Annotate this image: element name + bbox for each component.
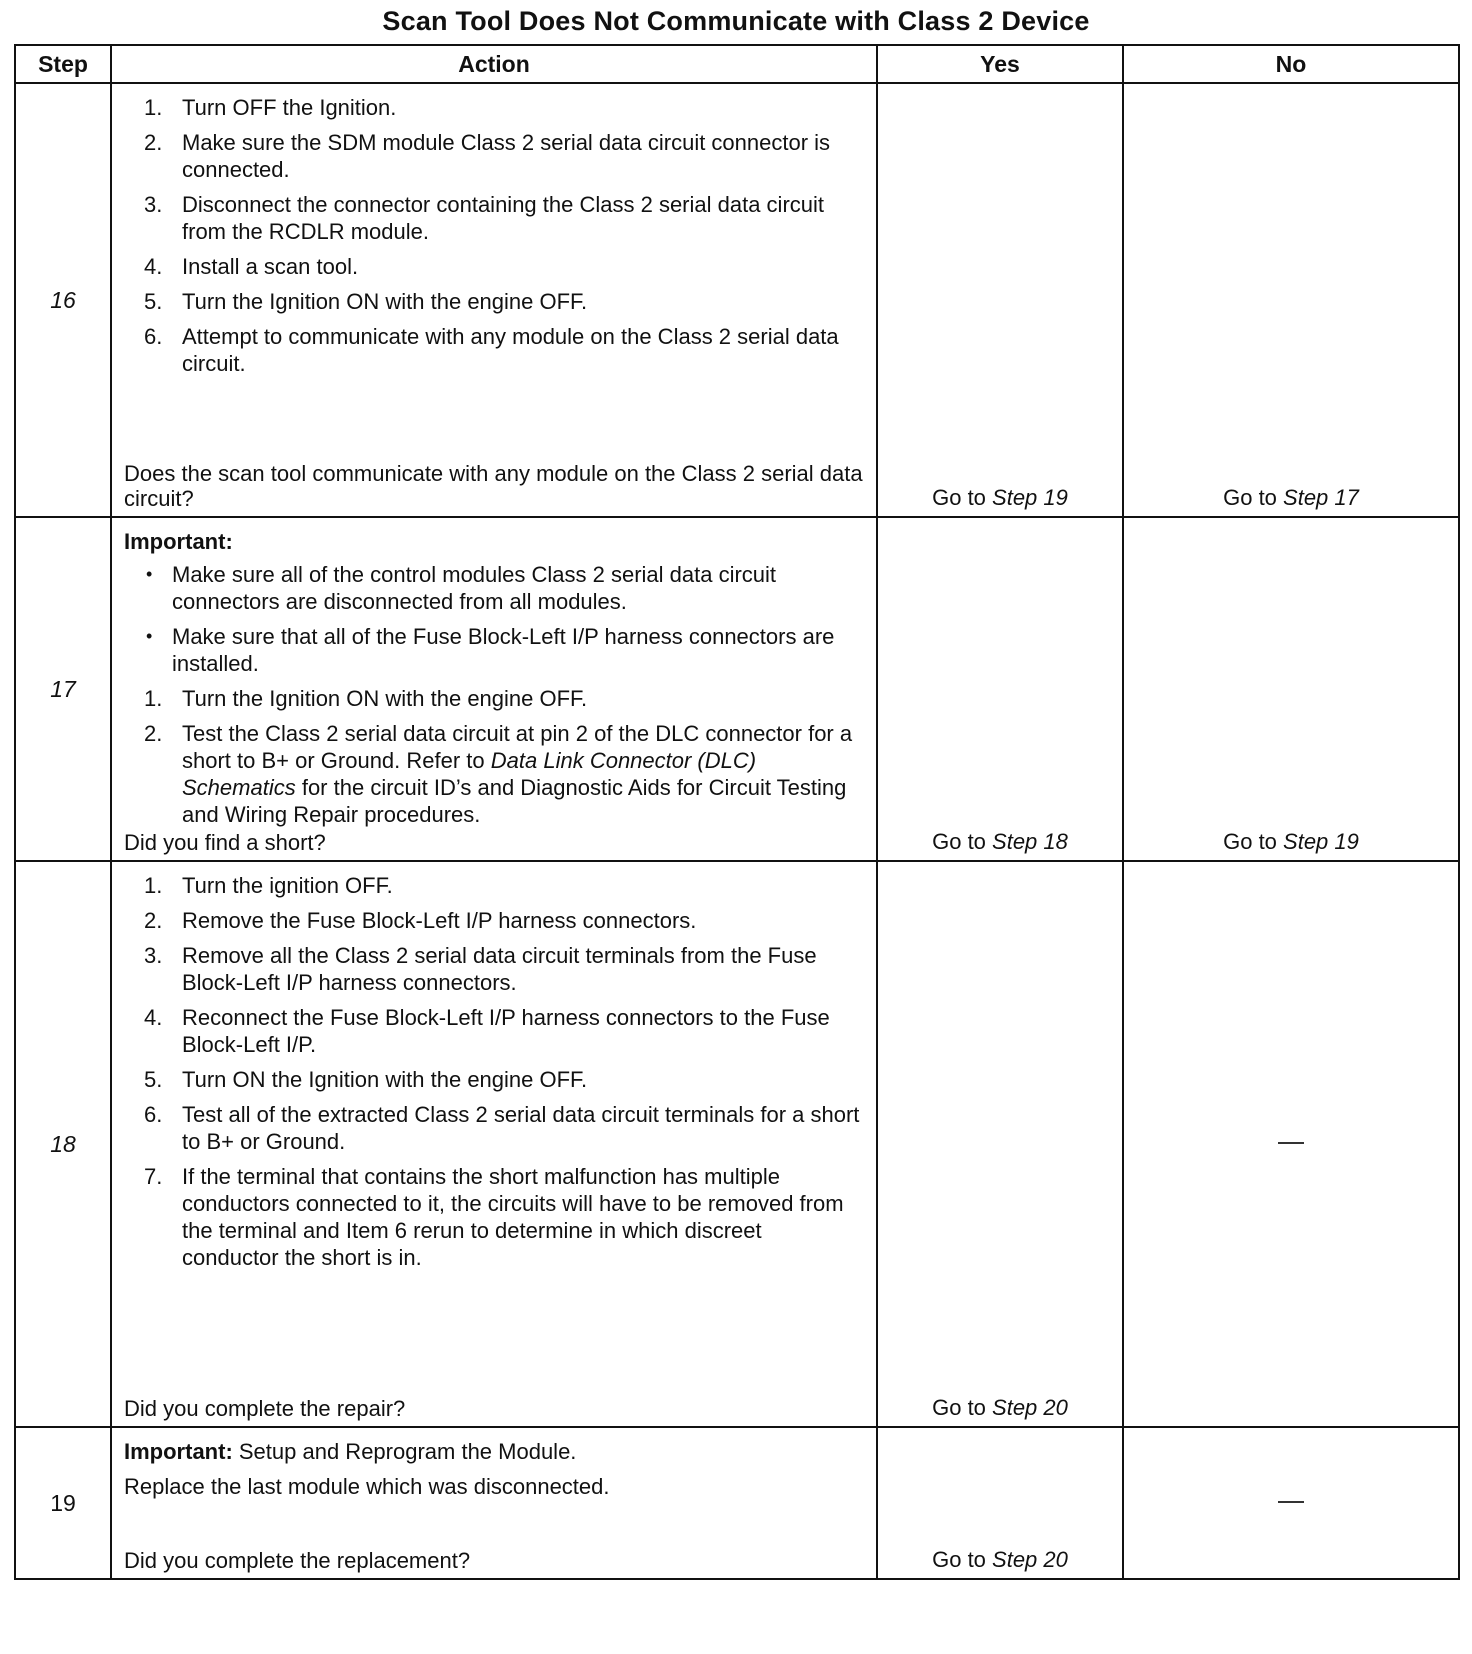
no-result — [1123, 1427, 1459, 1579]
step-number: 17 — [15, 517, 111, 861]
header-row — [15, 45, 1459, 83]
question-text: Did you complete the replacement? — [124, 1548, 471, 1573]
list-item: 3. Disconnect the connector containing the Class 2 serial data circuit from the RCDLR module. — [144, 192, 825, 244]
yes-result: Go to Step 20 — [877, 861, 1123, 1427]
important-label: Important: — [124, 529, 233, 554]
header-no: No — [1123, 45, 1459, 83]
list-item: 4. Install a scan tool. — [144, 254, 359, 279]
header-action: Action — [111, 45, 877, 83]
action-cell — [111, 517, 877, 861]
yes-result: Go to Step 19 — [877, 83, 1123, 517]
list-item: 5. Turn the Ignition ON with the engine OFF. — [144, 289, 588, 314]
header-step: Step — [15, 45, 111, 83]
list-item: 6. Attempt to communicate with any module on the Class 2 serial data circuit. — [144, 324, 839, 376]
header-yes: Yes — [877, 45, 1123, 83]
em-dash — [1278, 1142, 1304, 1144]
list-item: 7. If the terminal that contains the short malfunction has multiple conductors connected to it, the circuits will have to be removed from the terminal and Item 6 rerun to determine in which discreet conductor the short is in. — [144, 1164, 844, 1270]
no-result: Go to Step 19 — [1123, 517, 1459, 861]
important-note: Important: Setup and Reprogram the Module. — [124, 1439, 577, 1464]
step-number: 16 — [15, 83, 111, 517]
table-row — [15, 83, 1459, 517]
action-list — [124, 685, 864, 828]
step-number: 18 — [15, 861, 111, 1427]
question-text: Did you complete the repair? — [124, 1396, 406, 1421]
list-item: 1. Turn the ignition OFF. — [144, 873, 393, 898]
list-item: 3. Remove all the Class 2 serial data circuit terminals from the Fuse Block-Left I/P harness connectors. — [144, 943, 817, 995]
yes-result: Go to Step 18 — [877, 517, 1123, 861]
page-title: Scan Tool Does Not Communicate with Class 2 Device — [382, 6, 1090, 36]
list-item: 2. Make sure the SDM module Class 2 serial data circuit connector is connected. — [144, 130, 831, 182]
list-item: 1. Turn the Ignition ON with the engine OFF. — [144, 686, 588, 711]
action-cell — [111, 83, 877, 517]
list-item: 2. Remove the Fuse Block-Left I/P harness connectors. — [144, 908, 697, 933]
list-item: 1. Turn OFF the Ignition. — [144, 95, 397, 120]
important-bullets — [124, 561, 864, 677]
list-item: 4. Reconnect the Fuse Block-Left I/P harness connectors to the Fuse Block-Left I/P. — [144, 1005, 830, 1057]
list-item: 2. Test the Class 2 serial data circuit at pin 2 of the DLC connector for a short to B+ or Ground. Refer to Data Link Connector (DLC) Schematics for the circuit ID’s and Diagnostic Aids for Circuit Testing and Wiring Repair procedures. — [144, 721, 853, 827]
action-line: Replace the last module which was disconnected. — [124, 1474, 610, 1499]
action-list — [124, 94, 864, 385]
yes-result: Go to Step 20 — [877, 1427, 1123, 1579]
no-result — [1123, 861, 1459, 1427]
list-item: 6. Test all of the extracted Class 2 serial data circuit terminals for a short to B+ or Ground. — [144, 1102, 860, 1154]
table-row — [15, 1427, 1459, 1579]
no-result: Go to Step 17 — [1123, 83, 1459, 517]
question-text: Does the scan tool communicate with any module on the Class 2 serial data circuit? — [124, 461, 863, 511]
step-number: 19 — [15, 1427, 111, 1579]
table-row — [15, 861, 1459, 1427]
table-row — [15, 517, 1459, 861]
diagnostic-table — [14, 44, 1460, 1580]
list-item: • Make sure all of the control modules Class 2 serial data circuit connectors are disconnected from all modules. — [146, 562, 777, 614]
list-item: • Make sure that all of the Fuse Block-Left I/P harness connectors are installed. — [146, 624, 835, 676]
question-text: Did you find a short? — [124, 830, 326, 855]
em-dash — [1278, 1501, 1304, 1503]
schematic-reference: Data Link Connector (DLC) Schematics — [182, 748, 757, 800]
action-list — [124, 872, 864, 1279]
action-cell — [111, 861, 877, 1427]
action-cell — [111, 1427, 877, 1579]
list-item: 5. Turn ON the Ignition with the engine OFF. — [144, 1067, 588, 1092]
